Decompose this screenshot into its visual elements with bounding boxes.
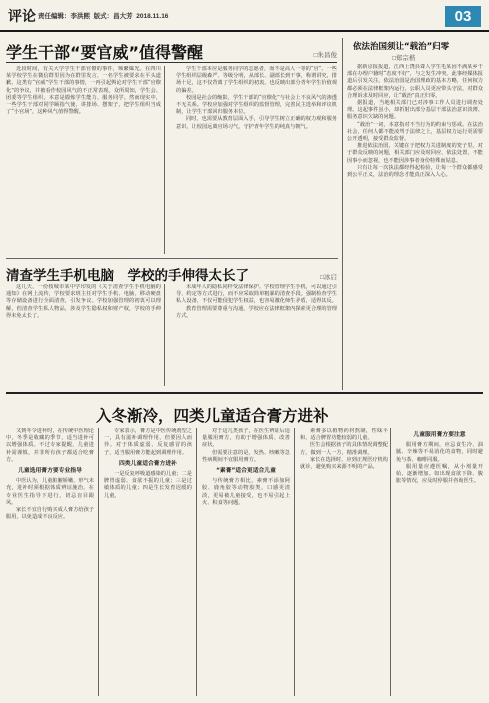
article-3-title: 清查学生手机电脑 学校的手伸得太长了 — [6, 268, 249, 284]
article-1-body: 近段时间，有关大学学生干部官僚的事件，频繁爆光。在四川某学校学生在微信群里因为在群里发言，一名学生被要求在平头道歉。这类有“官威”学生干部的事情，一再引起舆论对学生干部“官僚化”的争议，并被看作校园风气的不正常表现。众所周知，学生会、团委等学生组织，本意是锻炼学生能力、服务同学。然而现实中，一些学生干部对同学颐指气使、讲排场、摆架子，把学生组织当成了“小官场”，这种风气值得警醒。 — [6, 66, 161, 116]
article-4 — [6, 396, 483, 696]
article-4-body-col-3: 对于这几类孩子，在医生辨证后适量服用膏方，有助于增强体质、改善症状。 但需要注意的是，发热、咳嗽等急性病期间不宜服用膏方。 “素膏”适合更适合儿童 与传统膏方相比，素膏不添加阿胶、鹿角胶等动物胶类，口感更清淡，更易被儿童接受，也不易引起上火、积食等问题。 — [202, 428, 290, 506]
article-2-body: 据新京报报道，江西上饶县聋人学生毛某因不满某乡干部在办理户籍时“态度不好”，与之发生冲突。此事经媒体报道后引发关注。依法治国是治国理政的基本方略，任何权力都必须在法律框架内运行，公职人员更应带头守法，对群众合理诉求及时回应，让“载治”真正归零。 据报道，当地相关部门已对涉事工作人员进行调查处理。这起事件虽小，却折射出部分基层干部法治意识淡薄、服务意识欠缺的问题。 “载治”一词，本意指对不当行为的约束与惩戒。在法治社会，任何人都不能凌驾于法律之上，基层权力运行更需要公开透明，接受群众监督。 推进依法治国，关键在于把权力关进制度的笼子里。对于群众反映的问题，相关部门应及时回应、依法处置，不能因事小而忽视，也不能因涉事者身份特殊而姑息。 只有让每一次执法都经得起检验，让每一个群众都感受到公平正义，法治的理念才能真正深入人心。 — [347, 64, 483, 179]
article-1-body-continued: 学生干部本应是服务同学的志愿者，而不是高人一等的“官”。一些学生组织层级森严、等级分明，从部长、副部长到干事，称谓讲究，排场十足，这不仅背离了学生组织的初衷，也反映出部分青年学生价值观的偏差。 校园是社会的缩影，学生干部的“官僚化”与社会上不良风气的渗透不无关系。学校应加强对学生组织的监督管理，完善民主选举和评议机制，让学生干部回归服务本位。 同时，也需要从教育层面入手，引导学生树立正确的权力观和服务意识，让校园远离官场习气，守护青年学生的纯真与朝气。 — [176, 66, 337, 130]
page-header — [0, 0, 489, 32]
article-3-body: 这几天，一份枝城市某中学印发的《关于清查学生手机电脑的通知》在网上流传，学校要求班主任对学生手机、电脑、移动硬盘等存储设备进行全面清查，引发争议。学校加强管理的初衷可以理解，但清查学生私人物品，涉及学生隐私权和财产权，学校的手伸得未免太长了。 — [6, 284, 161, 319]
article-2-title: 依法治国须让“载治”归零 — [353, 42, 450, 52]
article-4-subhead-2: 四类儿童适合膏方进补 — [119, 460, 177, 467]
article-4-title: 入冬渐冷，四类儿童适合膏方进补 — [96, 407, 329, 425]
section-title: 评论 — [8, 9, 36, 25]
article-4-body-col-1: 又到冬令进补时，在传统中医理论中，冬季是收藏的季节，适当进补可以增强体质。不过专家提醒，儿童进补需谨慎，并非所有孩子都适合吃膏方。 儿童选用膏方要专业指导 中医认为，儿童脏腑娇嫩，形气未充，进补时须根据体质辨证施治，在专业医生指导下进行，切忌盲目跟风。 家长不宜自行购买成人膏方给孩子服用，以免造成不良反应。 — [6, 428, 94, 521]
article-4-subhead-1: 儿童选用膏方要专业指导 — [18, 468, 82, 475]
article-3 — [6, 264, 337, 386]
article-2 — [347, 40, 483, 390]
article-3-byline: □冰启 — [320, 274, 337, 281]
article-2-byline: □郑宗楷 — [392, 55, 416, 62]
designer-name: 昌大芳 — [113, 13, 133, 20]
header-meta: 责任编辑：李洪熙 版式：昌大芳 2018.11.16 — [38, 13, 169, 20]
article-4-body-col-5: 儿童服用膏方要注意 服用膏方期间，应忌食生冷、油腻、辛辣等不易消化的食物，同时避免与茶、咖啡同服。 服用量应遵医嘱，从小剂量开始，逐渐增加。如出现食欲下降、腹胀等情况，应及时停服并咨询医生。 — [396, 432, 483, 485]
article-4-subhead-4: 儿童服用膏方要注意 — [413, 432, 466, 438]
article-1-title: 学生干部“要官威”值得警醒 — [6, 43, 204, 62]
issue-date: 2018.11.16 — [136, 13, 169, 20]
article-4-body-col-4: 素膏多以植物药材熬制，性味平和，适合脾胃功能较弱的儿童。 医生会根据孩子的具体情况调整配方，做到一人一方，精准调理。 家长在选择时，应到正规医疗机构就诊，避免购买来源不明的产品。 — [300, 428, 388, 471]
article-3-body-continued: 未成年人的隐私同样受法律保护。学校管理学生手机，可以通过引导、约定等方式进行，而不应采取简单粗暴的清查手段。强制检查学生私人设备，不仅可能侵犯学生权益，也容易激化师生矛盾，适得其反。 教育管理需要尊重与沟通，学校应在法律框架内探索更合理的管理方式。 — [176, 284, 337, 319]
page-number: 03 — [445, 6, 481, 27]
article-4-subhead-3: “素膏”适合更适合儿童 — [216, 468, 276, 475]
article-1-byline: □朱昌俊 — [313, 52, 337, 59]
editor-name: 李洪熙 — [70, 13, 90, 20]
article-4-body-col-2: 专家表示，膏方是中医传统剂型之一，具有滋补调理作用，但要因人而异。对于体质虚弱、反复感冒的孩子，适当服用膏方能起到调理作用。 四类儿童适合膏方进补 一是反复呼吸道感染的儿童；二是脾胃虚弱、食欲不振的儿童；三是过敏体质的儿童；四是生长发育迟缓的儿童。 — [104, 428, 192, 499]
article-1 — [6, 40, 337, 254]
